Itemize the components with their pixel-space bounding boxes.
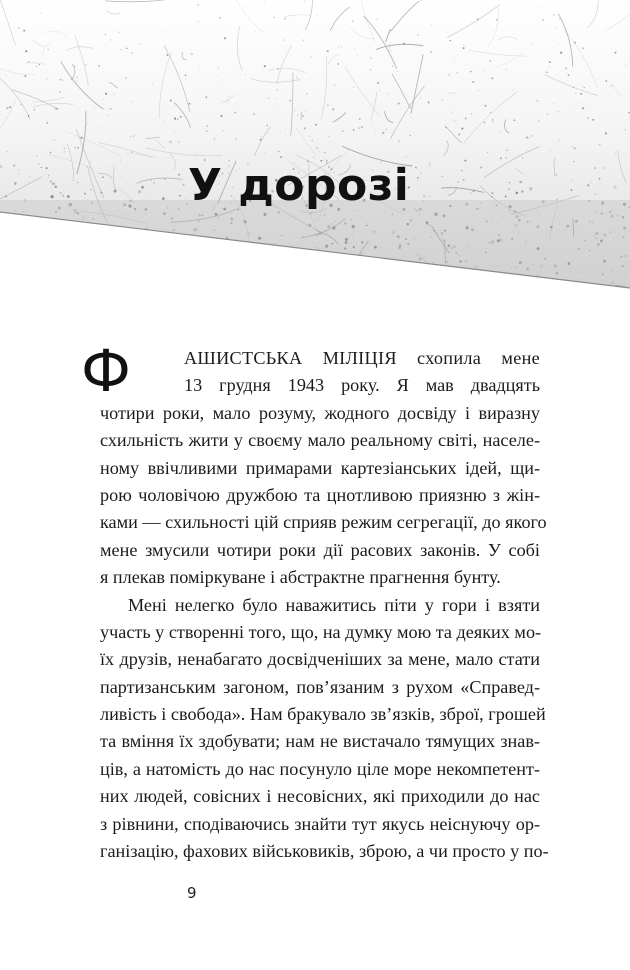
text-line: ців, а натомість до нас посунуло ціле море некомпетент- <box>100 758 540 779</box>
chapter-title: У дорозі <box>188 160 410 211</box>
text-line: та вміння їх здобувати; нам не вистачало тямущих знав- <box>100 731 540 752</box>
chapter-header-texture <box>0 0 630 300</box>
text-line: АШИСТСЬКА МІЛІЦІЯ схопила мене <box>184 348 540 368</box>
text-line: їх друзів, ненабагато досвідченіших за мене, мало стати <box>100 649 540 670</box>
text-line: я плекав поміркуване і абстрактне прагнення бунту. <box>100 567 501 588</box>
text-line: Мені нелегко було наважитись піти у гори і взяти <box>128 594 540 615</box>
text-line: ливість і свобода». Нам бракувало зв’язків, зброї, грошей <box>100 704 546 725</box>
text-line: схильність жити у своєму мало реальному світі, населе- <box>100 430 540 451</box>
text-line: чотири роки, мало розуму, жодного досвіду і виразну <box>100 402 540 423</box>
text-line: участь у створенні того, що, на думку мою та деяких мо- <box>100 621 542 642</box>
body-text <box>100 345 549 865</box>
page-number: 9 <box>187 884 197 902</box>
drop-cap-letter: Ф <box>81 337 131 405</box>
text-line: 13 грудня 1943 року. Я мав двадцять <box>184 375 540 396</box>
text-line: них людей, совісних і несовісних, які приходили до нас <box>100 786 540 807</box>
paragraph <box>100 345 547 592</box>
paragraph <box>100 592 549 866</box>
text-line: мене змусили чотири роки дії расових законів. У собі <box>100 539 540 560</box>
text-line: з рівнини, сподіваючись знайти тут якусь неіснуючу ор- <box>100 813 540 834</box>
text-line: партизанським загоном, пов’язаним з рухом «Справед- <box>100 676 540 697</box>
text-line: ганізацію, фахових військовиків, зброю, а чи просто у по- <box>100 841 549 862</box>
text-line: ному ввічливими примарами картезіанських ідей, щи- <box>100 457 540 478</box>
text-line: ками — схильності цій сприяв режим сегрегації, до якого <box>100 512 547 533</box>
text-line: рою чоловічою дружбою та цнотливою приязню з жін- <box>100 484 540 505</box>
